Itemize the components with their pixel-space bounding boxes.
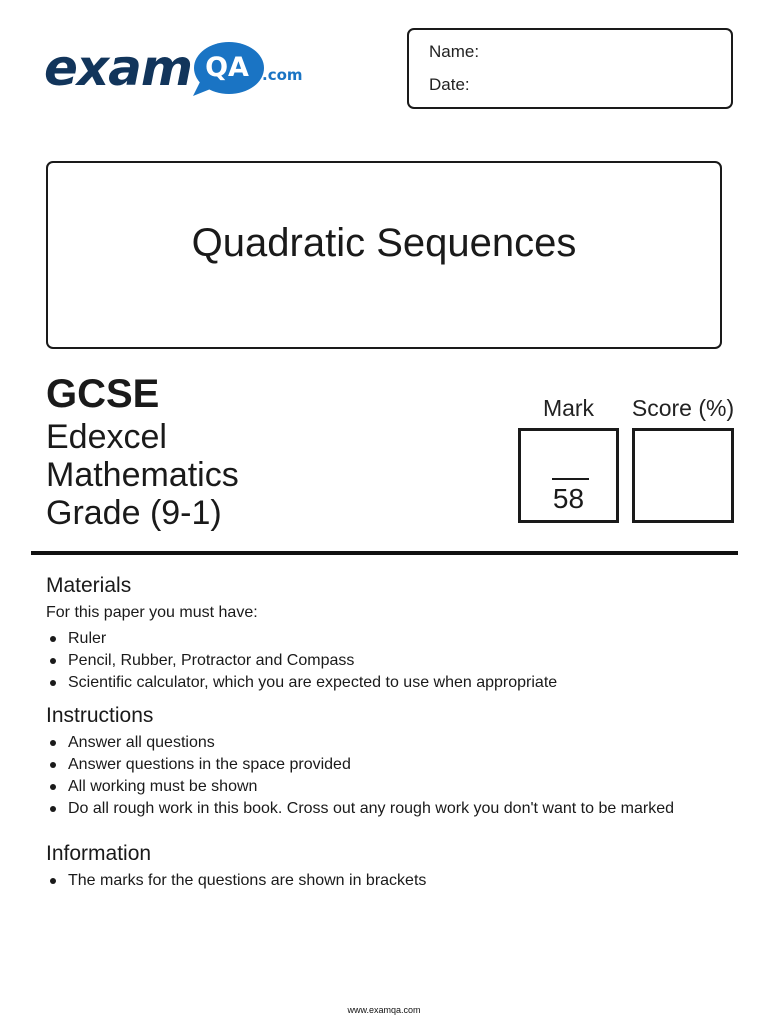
mark-box (518, 428, 619, 523)
list-item (46, 870, 426, 892)
score-box (632, 428, 734, 523)
bullet-icon (50, 762, 56, 768)
logo-com-text: .com (262, 66, 303, 84)
list-item (46, 776, 674, 798)
list-item (46, 628, 557, 650)
list-item-text: Do all rough work in this book. Cross out any rough work you don't want to be marked (68, 800, 675, 817)
bullet-icon (50, 636, 56, 642)
mark-label: Mark (542, 395, 595, 421)
list-item (46, 732, 674, 754)
instructions-heading: Instructions (46, 704, 154, 727)
materials-intro: For this paper you must have: (46, 604, 258, 621)
subject: Mathematics (46, 456, 239, 494)
bullet-icon (50, 740, 56, 746)
logo-qa-text: QA (205, 52, 249, 83)
mark-fraction-line (552, 478, 589, 480)
bullet-icon (50, 784, 56, 790)
title-box (46, 161, 722, 349)
list-item-text: Scientific calculator, which you are expected to use when appropriate (68, 674, 558, 691)
date-label: Date: (429, 75, 470, 94)
materials-list (46, 628, 557, 694)
qualification-level: GCSE (46, 372, 160, 416)
information-heading: Information (46, 842, 152, 865)
name-label: Name: (429, 42, 480, 61)
name-date-box (407, 28, 733, 109)
total-marks: 58 (552, 483, 585, 514)
list-item (46, 672, 557, 694)
bullet-icon (50, 806, 56, 812)
bullet-icon (50, 680, 56, 686)
list-item-text: Answer questions in the space provided (68, 756, 351, 773)
list-item (46, 754, 674, 776)
exam-board: Edexcel (46, 418, 167, 456)
list-item (46, 650, 557, 672)
bullet-icon (50, 878, 56, 884)
materials-heading: Materials (46, 574, 132, 597)
footer-url: www.examqa.com (347, 1005, 421, 1015)
page-title: Quadratic Sequences (191, 221, 577, 265)
examqa-logo (44, 36, 314, 102)
section-divider (31, 551, 738, 555)
bullet-icon (50, 658, 56, 664)
list-item-text: Ruler (68, 630, 107, 647)
score-label: Score (%) (631, 395, 735, 421)
list-item-text: All working must be shown (68, 778, 258, 795)
instructions-list (46, 732, 674, 820)
logo-exam-text: exam (44, 39, 193, 97)
list-item (46, 798, 674, 820)
list-item-text: Answer all questions (68, 734, 215, 751)
list-item-text: The marks for the questions are shown in brackets (68, 872, 427, 889)
information-list (46, 870, 426, 892)
grade-scale: Grade (9-1) (46, 494, 222, 532)
list-item-text: Pencil, Rubber, Protractor and Compass (68, 652, 355, 669)
